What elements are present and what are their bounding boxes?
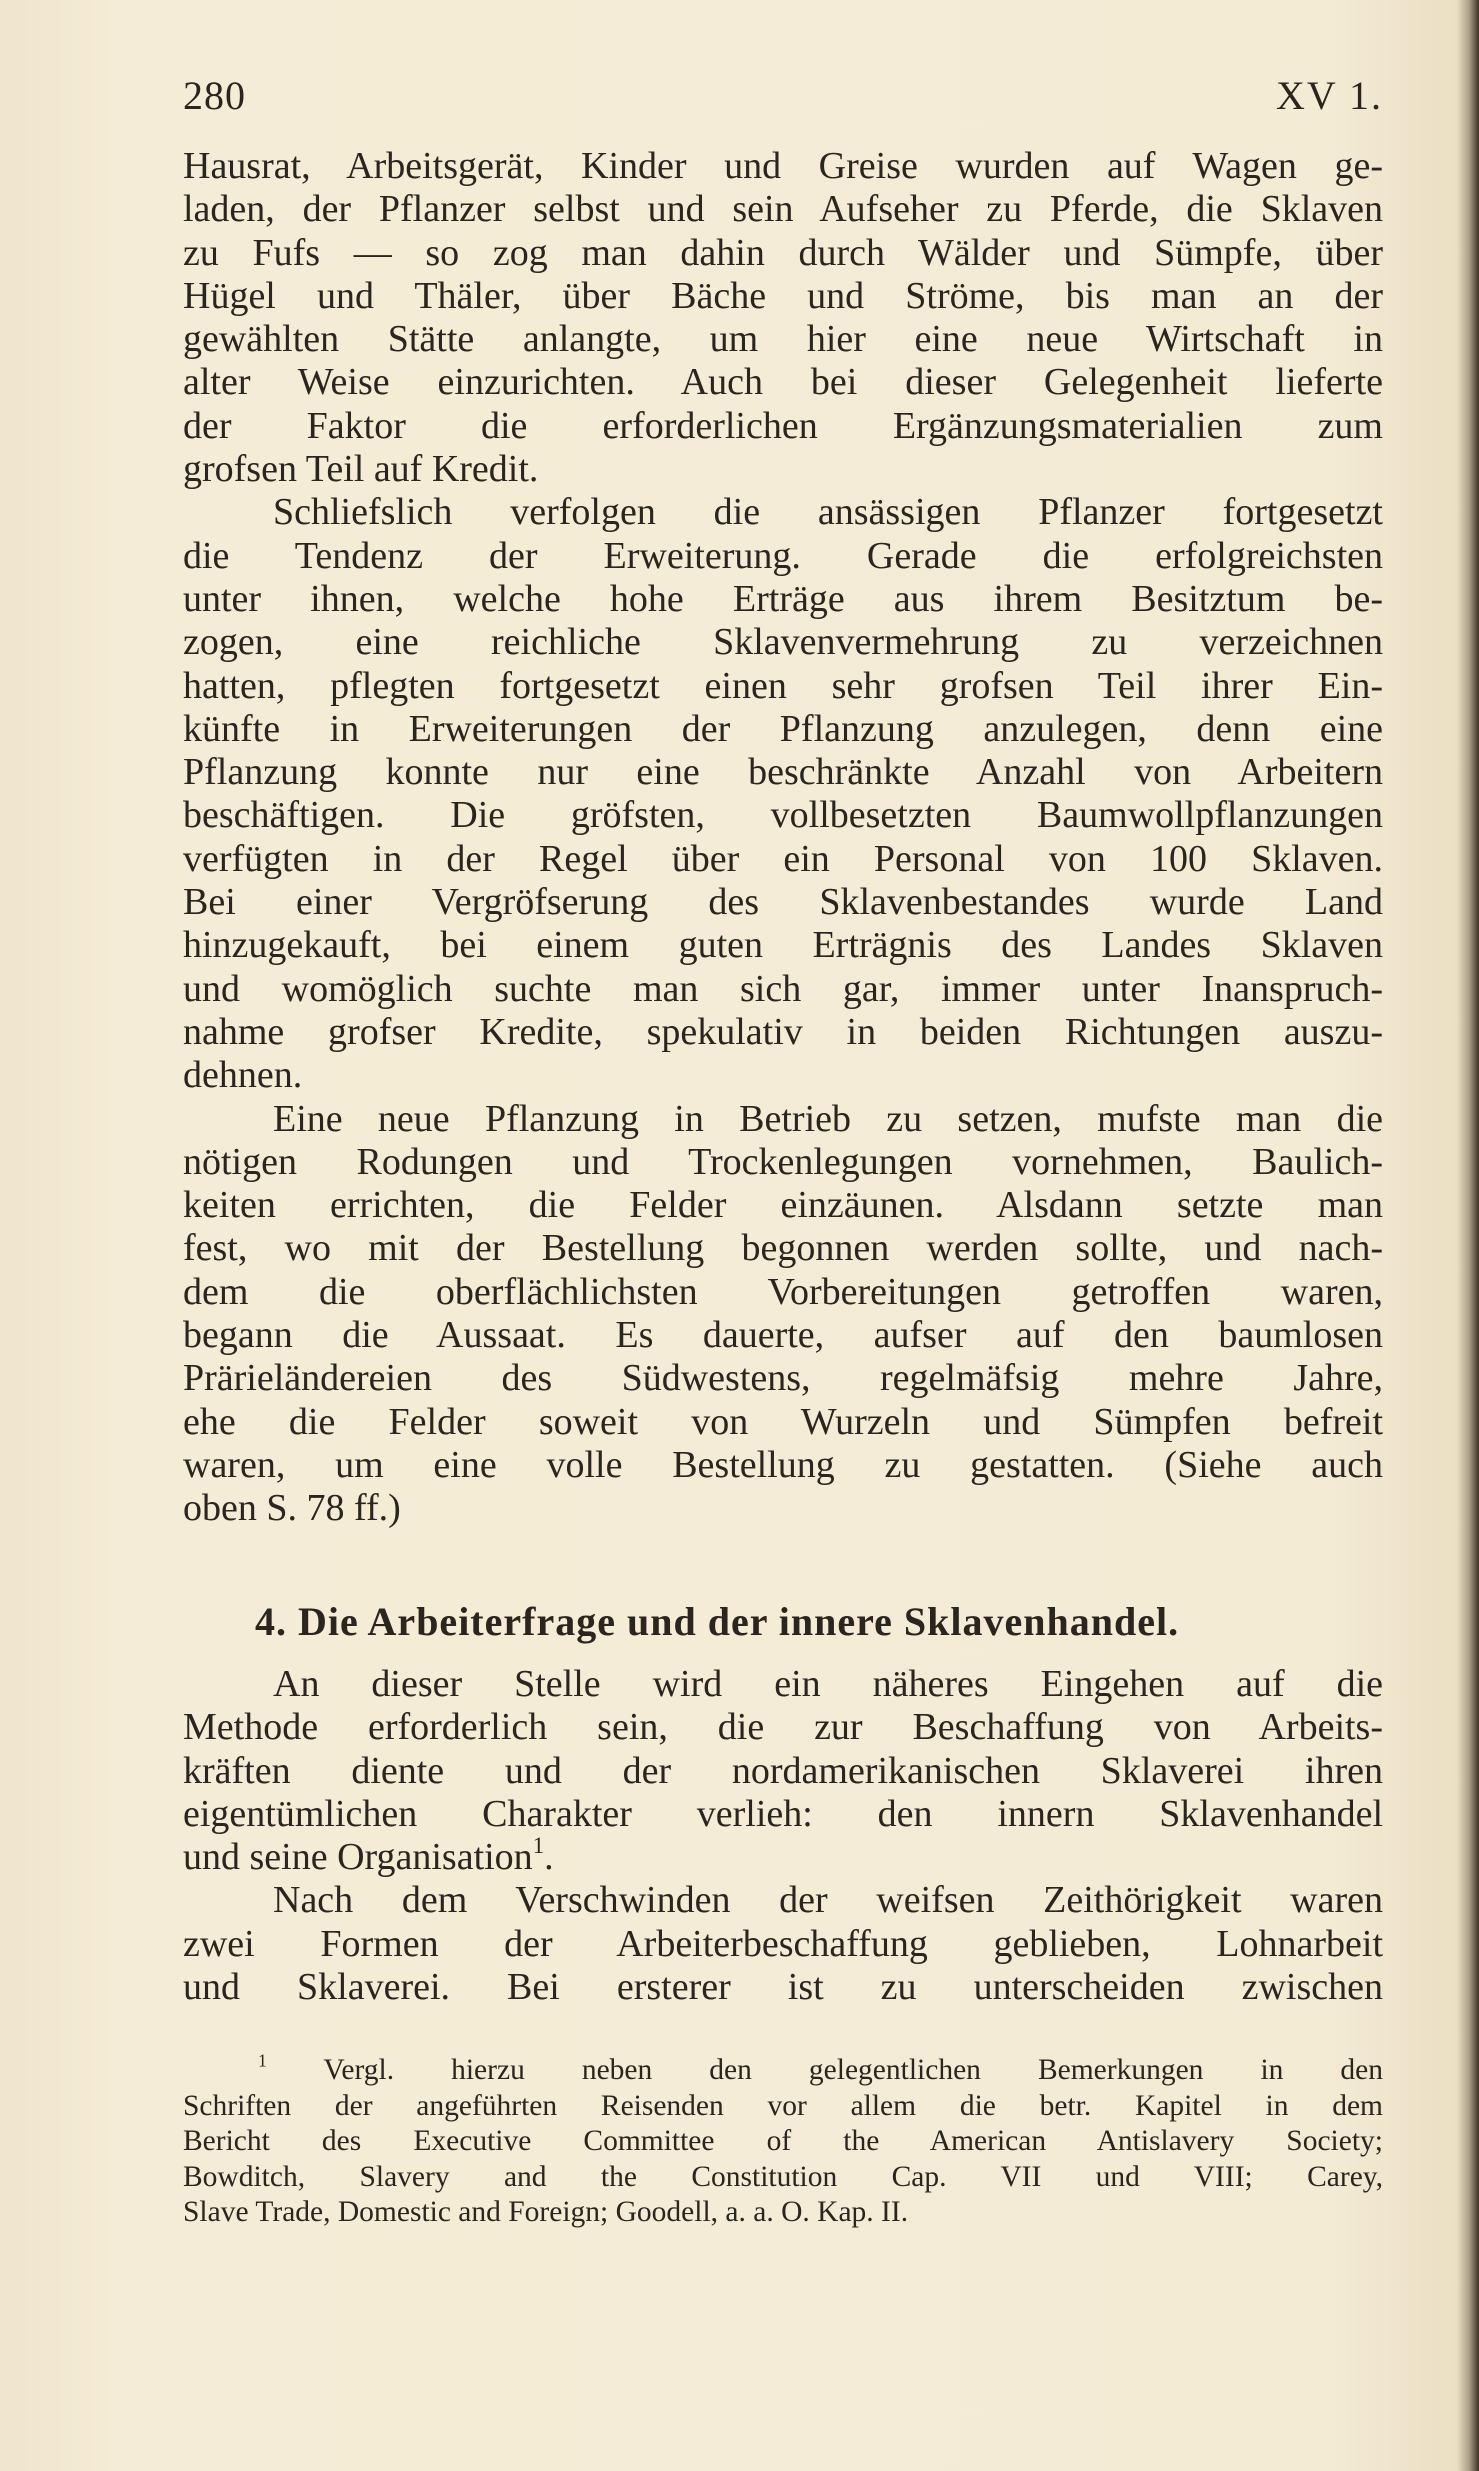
text-line: Hügel und Thäler, über Bäche und Ströme, bis man an der xyxy=(183,274,1383,317)
text-line: dehnen. xyxy=(183,1054,303,1097)
text-line: Nach dem Verschwinden der weifsen Zeithörigkeit waren xyxy=(273,1879,1383,1922)
sentence-period: . xyxy=(544,1836,554,1879)
text-line: Schliefslich verfolgen die ansässigen Pflanzer fortgesetzt xyxy=(273,491,1383,534)
text-line: Bei einer Vergröfserung des Sklavenbestandes wurde Land xyxy=(183,881,1383,924)
page-number: 280 xyxy=(183,73,246,118)
text-line: und womöglich suchte man sich gar, immer unter Inanspruch- xyxy=(183,967,1383,1010)
text-line: grofsen Teil auf Kredit. xyxy=(183,448,539,491)
text-line: waren, um eine volle Bestellung zu gestatten. (Siehe auch xyxy=(183,1443,1383,1486)
text-line: dem die oberflächlichsten Vorbereitungen getroffen waren, xyxy=(183,1270,1383,1313)
text-line: und Sklaverei. Bei ersterer ist zu unterscheiden zwischen xyxy=(183,1966,1383,2009)
text-line: Eine neue Pflanzung in Betrieb zu setzen, mufste man die xyxy=(273,1097,1383,1140)
text-line-with-footnote xyxy=(183,1833,1383,1879)
footnote-marker: 1 xyxy=(258,2050,267,2071)
text-line: hinzugekauft, bei einem guten Erträgnis des Landes Sklaven xyxy=(183,924,1383,967)
text-line: Methode erforderlich sein, die zur Beschaffung von Arbeits- xyxy=(183,1706,1383,1749)
text-line: die Tendenz der Erweiterung. Gerade die erfolgreichsten xyxy=(183,534,1383,577)
text-line: künfte in Erweiterungen der Pflanzung anzulegen, denn eine xyxy=(183,707,1383,750)
text-line: nahme grofser Kredite, spekulativ in beiden Richtungen auszu- xyxy=(183,1010,1383,1053)
section-heading: 4. Die Arbeiterfrage und der innere Sklavenhandel. xyxy=(255,1599,1180,1644)
text-line: laden, der Pflanzer selbst und sein Aufseher zu Pferde, die Sklaven xyxy=(183,188,1383,231)
text-line: zwei Formen der Arbeiterbeschaffung geblieben, Lohnarbeit xyxy=(183,1922,1383,1965)
text-line: zu Fufs — so zog man dahin durch Wälder und Sümpfe, über xyxy=(183,231,1383,274)
text-line: begann die Aussaat. Es dauerte, aufser auf den baumlosen xyxy=(183,1314,1383,1357)
text-line: hatten, pflegten fortgesetzt einen sehr grofsen Teil ihrer Ein- xyxy=(183,664,1383,707)
footnote-line: Bericht des Executive Committee of the American Antislavery Society; xyxy=(183,2125,1383,2157)
text-line: der Faktor die erforderlichen Ergänzungsmaterialien zum xyxy=(183,404,1383,447)
body-text-block-1 xyxy=(183,145,1383,1531)
body-text-block-2 xyxy=(183,1663,1383,2009)
text-line: An dieser Stelle wird ein näheres Eingehen auf die xyxy=(273,1663,1383,1705)
footnote-line: Schriften der angeführten Reisenden vor allem die betr. Kapitel in dem xyxy=(183,2089,1383,2122)
text-line: oben S. 78 ff.) xyxy=(183,1487,401,1530)
footnote-text: Vergl. hierzu neben den gelegentlichen Bemerkungen in den xyxy=(323,2054,1384,2086)
text-line: alter Weise einzurichten. Auch bei dieser Gelegenheit lieferte xyxy=(183,361,1383,404)
page-edge-shadow xyxy=(1457,0,1479,2471)
text-line: verfügten in der Regel über ein Personal von 100 Sklaven. xyxy=(183,837,1383,880)
footnote-block xyxy=(183,2050,1384,2231)
text-line: nötigen Rodungen und Trockenlegungen vornehmen, Baulich- xyxy=(183,1140,1383,1183)
text-line: Pflanzung konnte nur eine beschränkte Anzahl von Arbeitern xyxy=(183,751,1383,794)
footnote-line: Slave Trade, Domestic and Foreign; Goodell, a. a. O. Kap. II. xyxy=(183,2196,909,2228)
text-span: und seine Organisation xyxy=(183,1836,533,1879)
text-line: zogen, eine reichliche Sklavenvermehrung zu verzeichnen xyxy=(183,621,1383,664)
text-line: beschäftigen. Die gröfsten, vollbesetzten Baumwollpflanzungen xyxy=(183,794,1383,837)
text-line: Hausrat, Arbeitsgerät, Kinder und Greise wurden auf Wagen ge- xyxy=(183,145,1383,187)
text-line: eigentümlichen Charakter verlieh: den innern Sklavenhandel xyxy=(183,1792,1383,1835)
text-line: fest, wo mit der Bestellung begonnen werden sollte, und nach- xyxy=(183,1227,1383,1270)
text-line: gewählten Stätte anlangte, um hier eine neue Wirtschaft in xyxy=(183,318,1383,361)
footnote-reference: 1 xyxy=(532,1833,545,1859)
text-line: Prärieländereien des Südwestens, regelmäfsig mehre Jahre, xyxy=(183,1357,1383,1400)
text-line: ehe die Felder soweit von Wurzeln und Sümpfen befreit xyxy=(183,1400,1383,1443)
running-head: XV 1. xyxy=(1275,73,1383,118)
text-line: kräften diente und der nordamerikanischen Sklaverei ihren xyxy=(183,1749,1383,1792)
footnote-line xyxy=(183,2050,1384,2089)
text-line: unter ihnen, welche hohe Erträge aus ihrem Besitztum be- xyxy=(183,577,1383,620)
text-line: keiten errichten, die Felder einzäunen. Alsdann setzte man xyxy=(183,1184,1383,1227)
page-header xyxy=(183,72,1383,132)
footnote-line: Bowditch, Slavery and the Constitution Cap. VII und VIII; Carey, xyxy=(183,2160,1383,2193)
